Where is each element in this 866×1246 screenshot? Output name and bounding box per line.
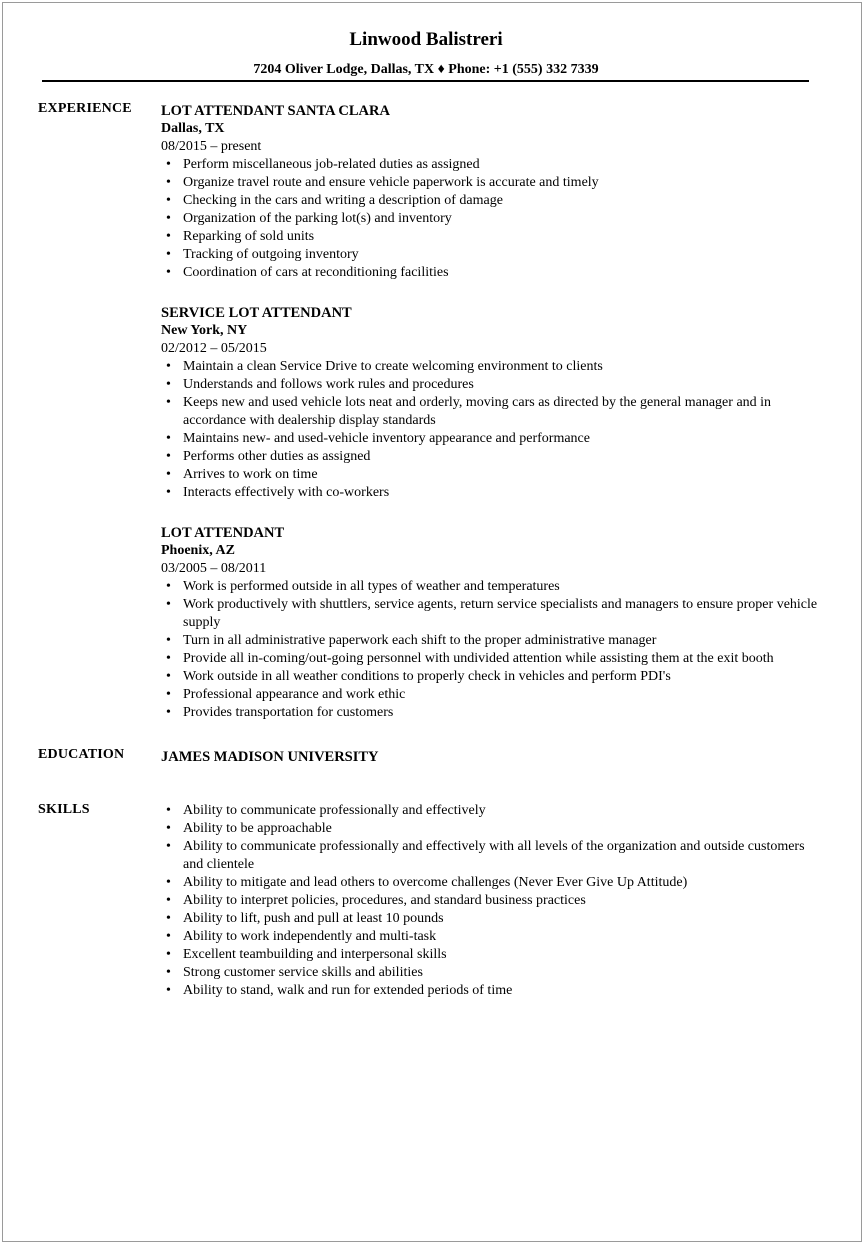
list-item: • Ability to interpret policies, procedures, and standard business practices [161, 892, 821, 910]
list-item: • Work is performed outside in all types of weather and temperatures [161, 578, 821, 596]
job-location: New York, NY [161, 323, 248, 338]
job-title: LOT ATTENDANT [161, 525, 285, 541]
job-dates: 02/2012 – 05/2015 [161, 341, 267, 356]
list-item: • Strong customer service skills and abilities [161, 964, 821, 982]
list-item: • Tracking of outgoing inventory [161, 246, 821, 264]
education-label: EDUCATION [38, 747, 125, 762]
candidate-name: Linwood Balistreri [349, 29, 503, 50]
job-duties-list [161, 156, 821, 282]
job-duties-list [161, 358, 821, 502]
list-item: • Ability to communicate professionally and effectively [161, 802, 821, 820]
job-entry-2 [161, 304, 821, 502]
list-item: • Ability to work independently and multi-task [161, 928, 821, 946]
list-item: • Arrives to work on time [161, 466, 821, 484]
skills-entry [161, 802, 821, 1000]
list-item: • Perform miscellaneous job-related duties as assigned [161, 156, 821, 174]
list-item: • Interacts effectively with co-workers [161, 484, 821, 502]
list-item: • Performs other duties as assigned [161, 448, 821, 466]
job-title: LOT ATTENDANT SANTA CLARA [161, 103, 390, 119]
list-item: • Ability to mitigate and lead others to overcome challenges (Never Ever Give Up Attitude) [161, 874, 821, 892]
school-name: JAMES MADISON UNIVERSITY [161, 749, 379, 765]
list-item: • Professional appearance and work ethic [161, 686, 821, 704]
list-item: • Organize travel route and ensure vehicle paperwork is accurate and timely [161, 174, 821, 192]
list-item: • Maintains new- and used-vehicle inventory appearance and performance [161, 430, 821, 448]
list-item: • Reparking of sold units [161, 228, 821, 246]
experience-label: EXPERIENCE [38, 101, 132, 116]
header-divider [42, 80, 809, 82]
job-location: Phoenix, AZ [161, 543, 235, 558]
list-item: • Ability to lift, push and pull at least 10 pounds [161, 910, 821, 928]
job-dates: 08/2015 – present [161, 139, 262, 154]
contact-line: 7204 Oliver Lodge, Dallas, TX ♦ Phone: +1 (555) 332 7339 [253, 62, 599, 77]
list-item: • Ability to communicate professionally and effectively with all levels of the organization and outside customers and clientele [161, 838, 821, 874]
list-item: • Work productively with shuttlers, service agents, return service specialists and managers to ensure proper vehicle supply [161, 596, 821, 632]
job-title: SERVICE LOT ATTENDANT [161, 305, 352, 321]
list-item: • Maintain a clean Service Drive to create welcoming environment to clients [161, 358, 821, 376]
list-item: • Excellent teambuilding and interpersonal skills [161, 946, 821, 964]
job-location: Dallas, TX [161, 121, 225, 136]
job-entry-1 [161, 102, 821, 282]
list-item: • Turn in all administrative paperwork each shift to the proper administrative manager [161, 632, 821, 650]
list-item: • Understands and follows work rules and procedures [161, 376, 821, 394]
list-item: • Work outside in all weather conditions to properly check in vehicles and perform PDI's [161, 668, 821, 686]
list-item: • Coordination of cars at reconditioning facilities [161, 264, 821, 282]
list-item: • Keeps new and used vehicle lots neat and orderly, moving cars as directed by the general manager and in accordance with dealership display standards [161, 394, 821, 430]
list-item: • Ability to stand, walk and run for extended periods of time [161, 982, 821, 1000]
list-item: • Checking in the cars and writing a description of damage [161, 192, 821, 210]
job-entry-3 [161, 524, 821, 722]
skills-list [161, 802, 821, 1000]
list-item: • Organization of the parking lot(s) and inventory [161, 210, 821, 228]
job-dates: 03/2005 – 08/2011 [161, 561, 267, 576]
list-item: • Provide all in-coming/out-going personnel with undivided attention while assisting them at the exit booth [161, 650, 821, 668]
skills-label: SKILLS [38, 802, 90, 817]
list-item: • Ability to be approachable [161, 820, 821, 838]
job-duties-list [161, 578, 821, 722]
list-item: • Provides transportation for customers [161, 704, 821, 722]
education-entry [161, 748, 821, 766]
